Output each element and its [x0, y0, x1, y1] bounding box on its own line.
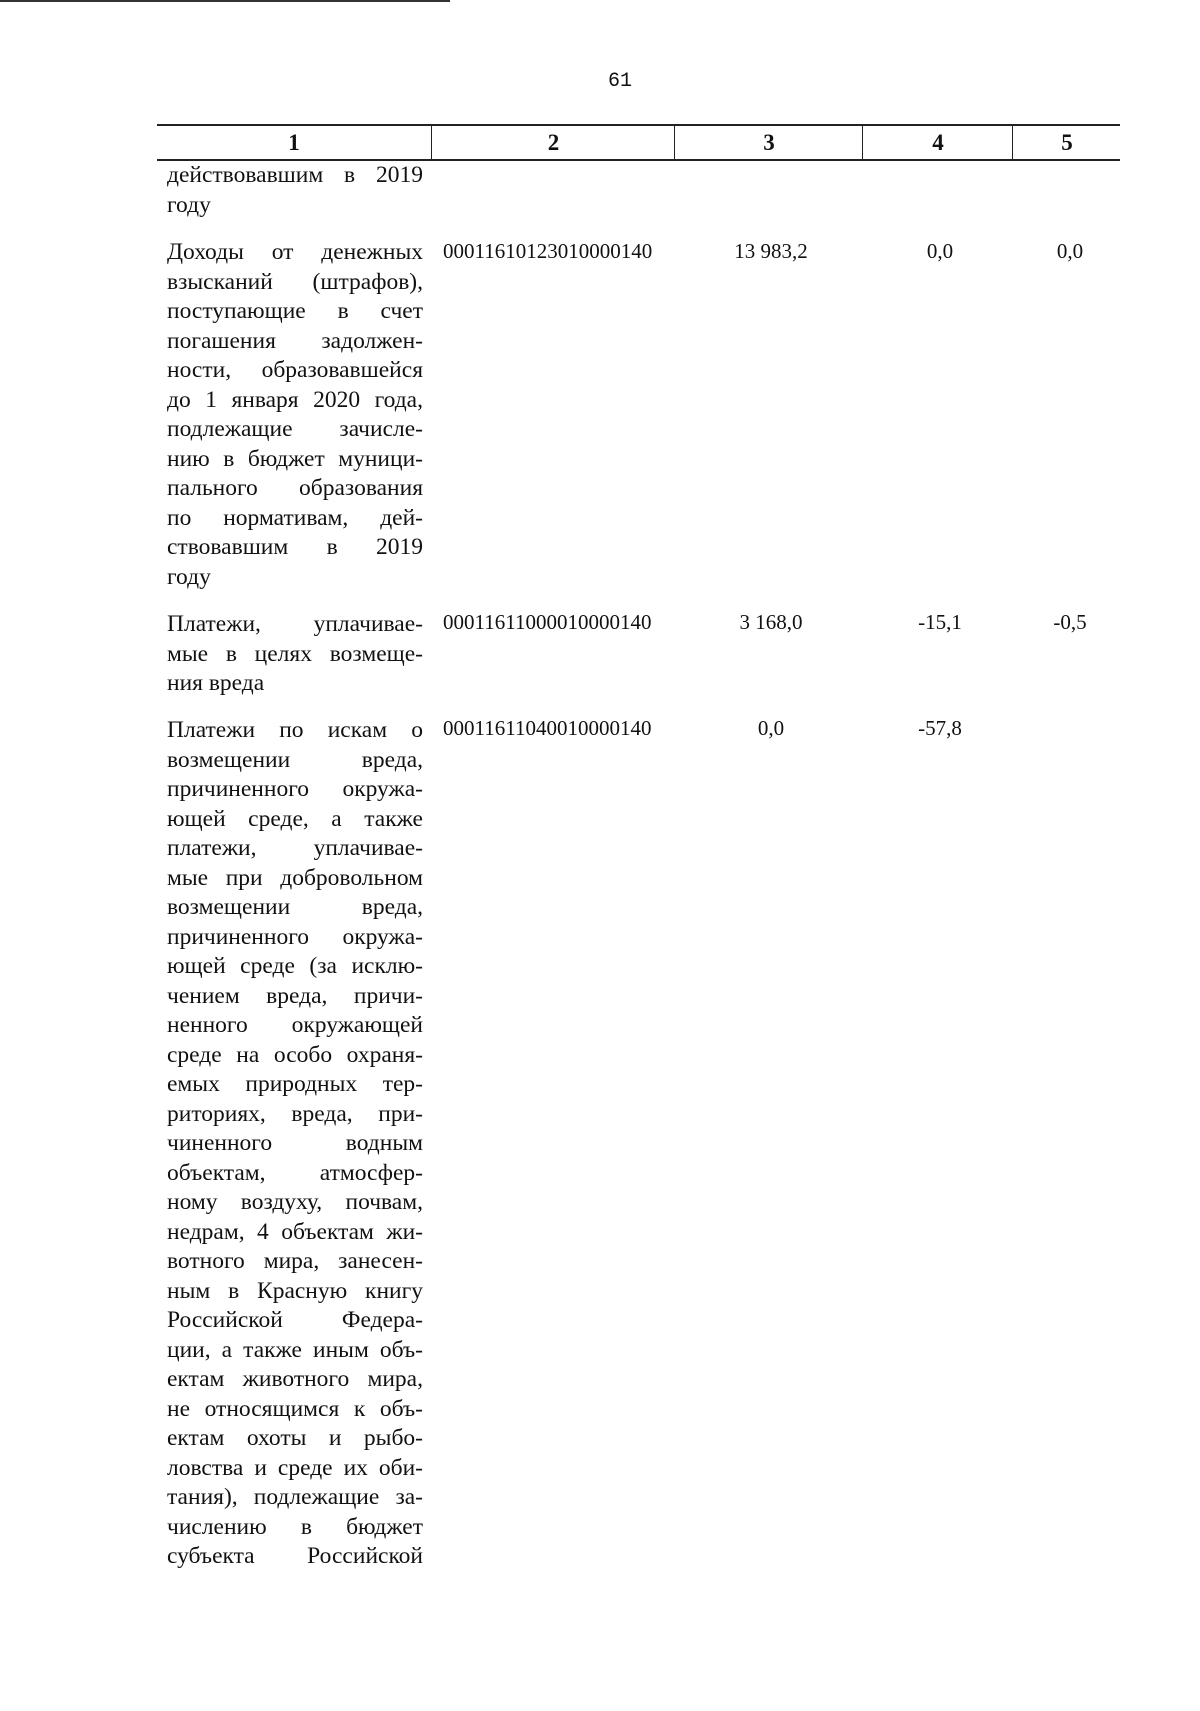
name-line: подлежащие зачисле-: [167, 416, 423, 442]
name-line: пального образования: [167, 475, 423, 501]
name-line: среде на особо охраня-: [167, 1041, 423, 1068]
value-col3: 0,0: [757, 716, 785, 740]
value-col4: -15,1: [918, 610, 962, 634]
name-line: возмещении вреда,: [167, 746, 423, 773]
name-line: погашения задолжен-: [167, 327, 423, 354]
name-line: ющей среде (за исклю-: [167, 953, 423, 979]
name-line: причиненного окружа-: [167, 923, 423, 950]
name-line: ным в Красную книгу: [167, 1277, 423, 1304]
name-line: ющей среде, а также: [167, 805, 423, 832]
name-line: причиненного окружа-: [167, 776, 423, 802]
budget-code: 00011611040010000140: [443, 716, 652, 740]
name-line: действовавшим в 2019: [167, 162, 423, 188]
name-line: числению в бюджет: [167, 1513, 423, 1540]
name-line: платежи, уплачивае-: [167, 835, 423, 861]
name-line: году: [167, 563, 211, 590]
name-line: мые при добровольном: [167, 864, 423, 891]
name-line: тания), подлежащие за-: [167, 1484, 423, 1510]
name-line: взысканий (штрафов),: [167, 268, 423, 295]
name-line: мые в целях возмеще-: [167, 640, 423, 667]
row-name: [167, 716, 423, 1572]
page-number: 61: [607, 70, 632, 93]
name-line: до 1 января 2020 года,: [167, 386, 423, 413]
name-line: чиненного водным: [167, 1130, 423, 1156]
value-col5: 0,0: [1056, 239, 1084, 263]
name-line: субъекта Российской: [167, 1543, 423, 1569]
column-header-5: 5: [1012, 126, 1121, 159]
name-line: поступающие в счет: [167, 298, 423, 324]
name-line: ции, а также иным объ-: [167, 1336, 423, 1363]
column-header-4: 4: [862, 126, 1013, 159]
name-line: объектам, атмосфер-: [167, 1159, 423, 1186]
name-line: Платежи, уплачивае-: [167, 611, 423, 637]
name-line: ловства и среде их оби-: [167, 1454, 423, 1481]
name-line: ности, образовавшейся: [167, 357, 423, 383]
name-line: Доходы от денежных: [167, 239, 423, 265]
name-line: году: [167, 191, 211, 218]
name-line: ствовавшим в 2019: [167, 534, 423, 560]
name-line: ния вреда: [167, 670, 265, 696]
value-col3: 3 168,0: [739, 610, 803, 634]
row-name: [167, 610, 423, 699]
name-line: не относящимся к объ-: [167, 1395, 423, 1422]
scan-edge-line: [0, 0, 450, 2]
name-line: нию в бюджет муници-: [167, 445, 423, 472]
name-line: емых природных тер-: [167, 1071, 423, 1097]
name-line: риториях, вреда, при-: [167, 1100, 423, 1127]
row-name: [167, 238, 423, 592]
budget-code: 00011610123010000140: [443, 239, 653, 263]
row-name: [167, 161, 423, 220]
budget-code: 00011611000010000140: [443, 610, 652, 634]
column-header-2: 2: [431, 126, 675, 159]
value-col4: 0,0: [926, 239, 954, 263]
value-col3: 13 983,2: [734, 239, 808, 263]
name-line: ненного окружающей: [167, 1012, 423, 1038]
value-col4: -57,8: [918, 716, 962, 740]
name-line: чением вреда, причи-: [167, 982, 423, 1009]
name-line: ектам охоты и рыбо-: [167, 1425, 423, 1451]
column-header-1: 1: [288, 130, 300, 155]
name-line: возмещении вреда,: [167, 894, 423, 920]
name-line: Платежи по искам о: [167, 717, 423, 743]
name-line: недрам, 4 объектам жи-: [167, 1218, 423, 1245]
table-header: [157, 124, 1120, 161]
value-col5: -0,5: [1053, 610, 1087, 634]
name-line: ному воздуху, почвам,: [167, 1189, 423, 1215]
name-line: по нормативам, дей-: [167, 504, 423, 531]
name-line: Российской Федера-: [167, 1307, 423, 1333]
name-line: ектам животного мира,: [167, 1366, 423, 1392]
column-header-3: 3: [674, 126, 863, 159]
name-line: вотного мира, занесен-: [167, 1248, 423, 1274]
